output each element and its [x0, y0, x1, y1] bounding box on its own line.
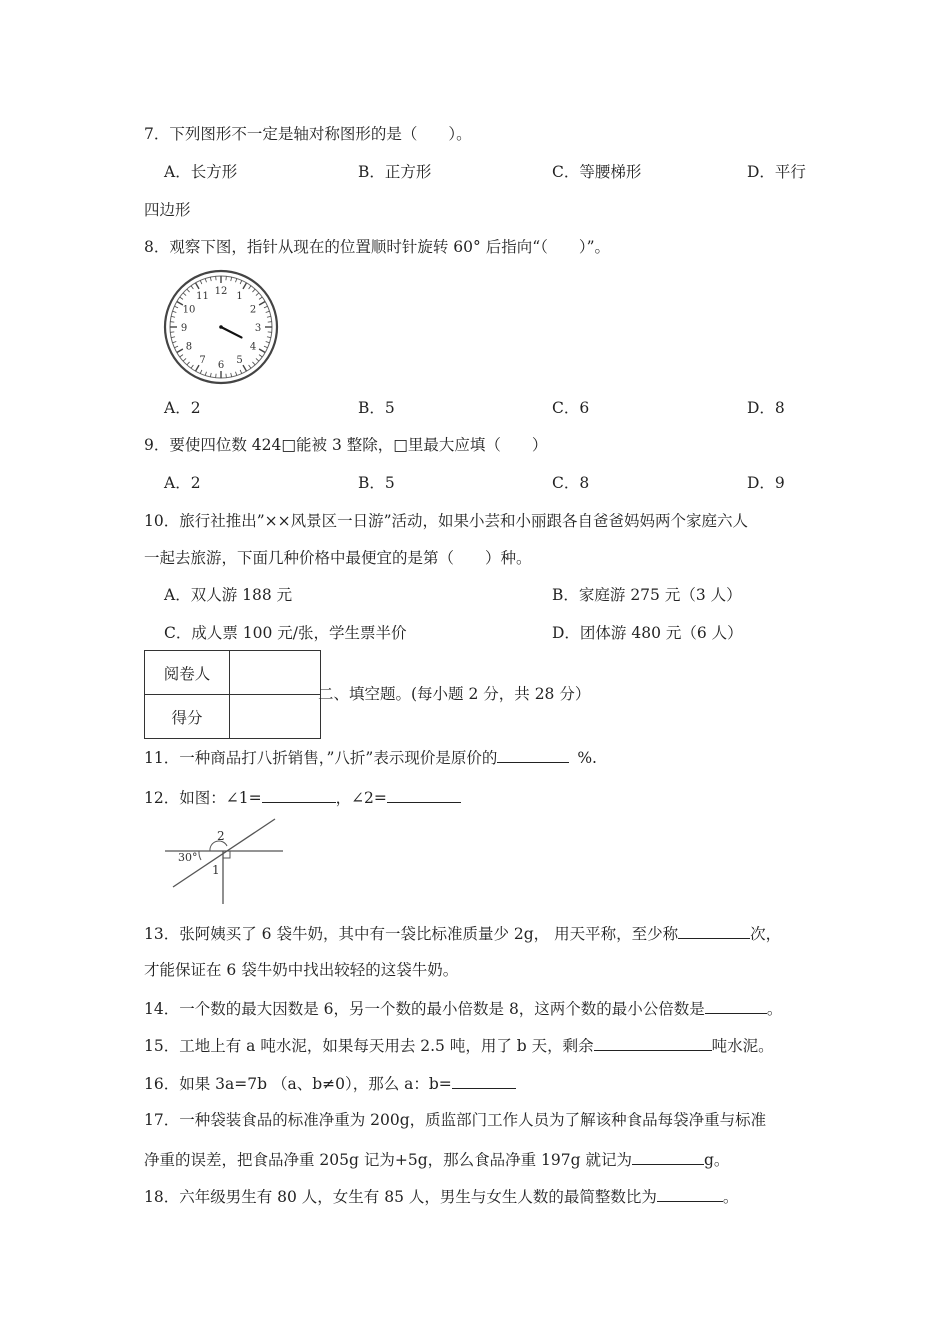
- q12-angle2-blank[interactable]: [387, 786, 461, 803]
- score-label: 得分: [145, 695, 230, 739]
- q10-option-a: A．双人游 188 元: [164, 586, 293, 604]
- q11-blank[interactable]: [497, 746, 569, 763]
- q17-suffix: g。: [704, 1151, 730, 1169]
- q7-option-d-continued: 四边形: [144, 201, 191, 219]
- q14: [144, 997, 782, 1019]
- fig-angle-30-label: 30°: [178, 851, 198, 864]
- q11: [144, 746, 597, 768]
- q17-line1: 17．一种袋装食品的标准净重为 200g，质监部门工作人员为了解该种食品每袋净重与标准: [144, 1111, 767, 1129]
- q15: [144, 1034, 774, 1056]
- q9-stem: 9．要使四位数 424□能被 3 整除，□里最大应填（ ）: [144, 436, 548, 454]
- q8-stem: 8．观察下图，指针从现在的位置顺时针旋转 60° 后指向“（ ）”。: [144, 238, 611, 256]
- q18-suffix: 。: [722, 1188, 739, 1206]
- clock-number: 12: [214, 286, 228, 297]
- q14-blank[interactable]: [705, 997, 767, 1014]
- q7-stem: 7．下列图形不一定是轴对称图形的是（ ）。: [144, 125, 472, 143]
- q10-option-b: B．家庭游 275 元（3 人）: [552, 586, 742, 604]
- clock-number: 6: [217, 360, 225, 371]
- score-field[interactable]: [230, 695, 321, 739]
- q12-text: 12．如图：∠1=: [144, 789, 262, 807]
- q7-option-a: A．长方形: [164, 163, 238, 181]
- clock-number: 11: [196, 290, 209, 302]
- q18: [144, 1185, 738, 1207]
- q17-blank[interactable]: [632, 1148, 704, 1165]
- q16-text: 16．如果 3a=7b （a、b≠0），那么 a：b=: [144, 1075, 452, 1093]
- clock-number: 10: [182, 304, 196, 316]
- q8-option-d: D．8: [747, 399, 785, 417]
- q7-option-b: B．正方形: [358, 163, 432, 181]
- q15-text: 15．工地上有 a 吨水泥，如果每天用去 2.5 吨，用了 b 天，剩余: [144, 1037, 594, 1055]
- q13-suffix: 次，: [750, 925, 782, 943]
- q7-option-d: D．平行: [747, 163, 806, 181]
- q18-text: 18．六年级男生有 80 人，女生有 85 人，男生与女生人数的最简整数比为: [144, 1188, 657, 1206]
- q15-blank[interactable]: [594, 1034, 712, 1051]
- clock-number: 4: [249, 341, 257, 353]
- q9-option-a: A．2: [164, 474, 201, 492]
- q8-option-a: A．2: [164, 399, 201, 417]
- q14-text: 14．一个数的最大因数是 6，另一个数的最小倍数是 8，这两个数的最小公倍数是: [144, 1000, 705, 1018]
- fig-angle-1-label: 1: [212, 863, 220, 877]
- q7-option-c: C．等腰梯形: [552, 163, 642, 181]
- clock-number: 2: [249, 304, 257, 316]
- reviewer-field[interactable]: [230, 651, 321, 695]
- clock-figure: [163, 268, 280, 388]
- clock-number: 8: [185, 341, 193, 353]
- angle-figure: [161, 813, 285, 905]
- q10-option-c: C．成人票 100 元/张，学生票半价: [164, 624, 407, 642]
- q16-blank[interactable]: [452, 1072, 516, 1089]
- q10-option-d: D．团体游 480 元（6 人）: [552, 624, 743, 642]
- q8-option-c: C．6: [552, 399, 590, 417]
- clock-number: 1: [236, 290, 243, 302]
- q16: [144, 1072, 516, 1094]
- q17: [144, 1148, 729, 1170]
- q12-angle1-blank[interactable]: [262, 786, 336, 803]
- q10-stem-line2: 一起去旅游，下面几种价格中最便宜的是第（ ）种。: [144, 549, 532, 567]
- q9-option-b: B．5: [358, 474, 395, 492]
- q13-blank[interactable]: [678, 922, 750, 939]
- q12: [144, 786, 461, 808]
- clock-center-pin: [219, 325, 223, 329]
- q11-text: 11．一种商品打八折销售，”八折”表示现价是原价的: [144, 749, 498, 767]
- q13: [144, 922, 781, 944]
- q14-suffix: 。: [766, 1000, 783, 1018]
- q18-blank[interactable]: [657, 1185, 723, 1202]
- q9-option-d: D．9: [747, 474, 785, 492]
- q13-text: 13．张阿姨买了 6 袋牛奶，其中有一袋比标准质量少 2g， 用天平称，至少称: [144, 925, 679, 943]
- clock-number: 5: [236, 355, 243, 367]
- score-box: [144, 650, 321, 739]
- clock-number: 9: [180, 323, 188, 334]
- q11-suffix: %.: [577, 749, 597, 767]
- q9-option-c: C．8: [552, 474, 590, 492]
- fig-angle-2-label: 2: [217, 829, 225, 843]
- q13-line2: 才能保证在 6 袋牛奶中找出较轻的这袋牛奶。: [144, 961, 459, 979]
- q12-mid: ，∠2=: [335, 789, 387, 807]
- q10-stem-line1: 10．旅行社推出”××风景区一日游”活动，如果小芸和小丽跟各自爸爸妈妈两个家庭六人: [144, 512, 749, 530]
- q8-option-b: B．5: [358, 399, 395, 417]
- section2-title: 二、填空题。(每小题 2 分，共 28 分）: [318, 685, 591, 703]
- clock-number: 3: [254, 323, 262, 334]
- clock-number: 7: [199, 355, 206, 367]
- q17-text: 净重的误差，把食品净重 205g 记为+5g，那么食品净重 197g 就记为: [144, 1151, 632, 1169]
- q15-suffix: 吨水泥。: [711, 1037, 774, 1055]
- reviewer-label: 阅卷人: [145, 651, 230, 695]
